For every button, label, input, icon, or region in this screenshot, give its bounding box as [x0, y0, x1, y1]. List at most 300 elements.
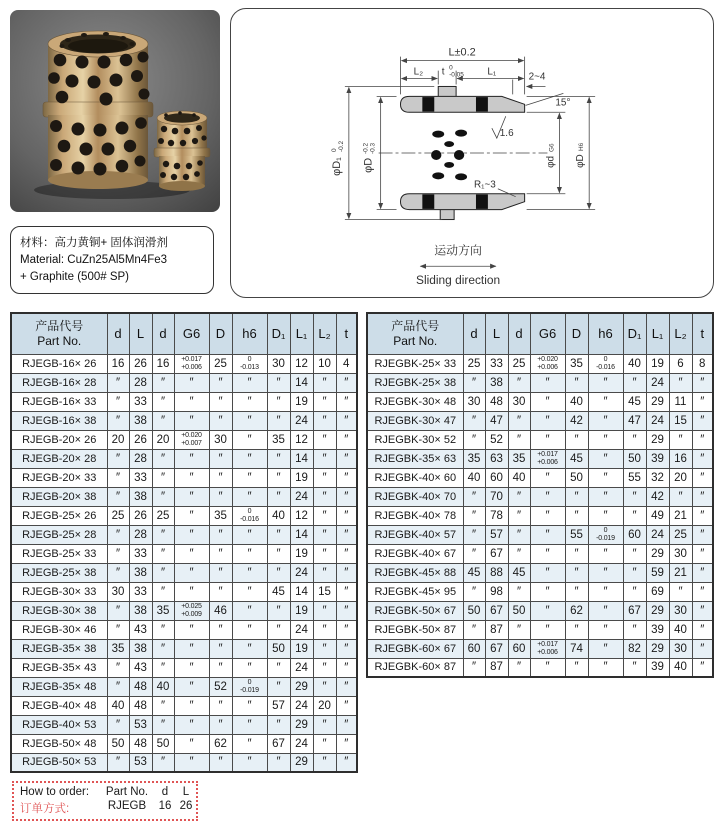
value-cell: ″ — [565, 544, 588, 563]
value-cell: 28 — [129, 373, 152, 392]
value-cell: ″ — [174, 582, 209, 601]
value-cell: ″ — [313, 677, 336, 696]
value-cell: ″ — [152, 620, 174, 639]
motion-label-zh: 运动方向 — [434, 243, 482, 258]
value-cell: 45 — [565, 449, 588, 468]
col-header-L: L — [485, 313, 508, 354]
value-cell: ″ — [692, 658, 713, 677]
value-cell: 19 — [290, 639, 313, 658]
value-cell: 25 — [463, 354, 485, 373]
value-cell: ″ — [107, 601, 129, 620]
angle-label: 15° — [555, 97, 571, 109]
order-L-header: L — [182, 786, 190, 798]
value-cell: ″ — [565, 373, 588, 392]
value-cell: 24 — [290, 658, 313, 677]
value-cell: 16 — [152, 354, 174, 373]
value-cell: ″ — [209, 696, 232, 715]
value-cell: 29 — [290, 715, 313, 734]
dimension-diagram — [230, 8, 714, 298]
value-cell: ″ — [313, 525, 336, 544]
table-row — [367, 620, 713, 639]
value-cell: 4 — [336, 354, 357, 373]
part-no-cell: RJEGBK-40× 60 — [367, 468, 463, 487]
value-cell: ″ — [267, 620, 290, 639]
table-row — [11, 658, 357, 677]
part-no-header-en: Part No. — [37, 333, 82, 348]
value-cell: 45 — [267, 582, 290, 601]
value-cell: ″ — [530, 430, 565, 449]
value-cell: ″ — [232, 639, 267, 658]
value-cell: ″ — [692, 582, 713, 601]
value-cell: ″ — [107, 487, 129, 506]
part-no-cell: RJEGB-16× 28 — [11, 373, 107, 392]
table-row — [11, 449, 357, 468]
value-cell: ″ — [313, 753, 336, 772]
value-cell: 30 — [463, 392, 485, 411]
table-row — [11, 354, 357, 373]
col-header-t: t — [336, 313, 357, 354]
value-cell: ″ — [336, 563, 357, 582]
value-cell: ″ — [209, 525, 232, 544]
part-no-cell: RJEGB-20× 38 — [11, 487, 107, 506]
value-cell: ″ — [336, 601, 357, 620]
dim-label-d: φd — [545, 155, 557, 168]
value-cell: 25 — [209, 354, 232, 373]
value-cell: ″ — [209, 582, 232, 601]
table-row — [11, 563, 357, 582]
value-cell: ″ — [508, 544, 530, 563]
left-spec-table — [10, 312, 358, 773]
value-cell: +0.020 +0.007 — [174, 430, 209, 449]
value-cell: 33 — [129, 582, 152, 601]
value-cell: 45 — [623, 392, 646, 411]
value-cell: ″ — [232, 715, 267, 734]
value-cell: 12 — [290, 506, 313, 525]
value-cell: ″ — [588, 468, 623, 487]
value-cell: 60 — [485, 468, 508, 487]
value-cell: 48 — [129, 734, 152, 753]
value-cell: 52 — [209, 677, 232, 696]
value-cell: ″ — [669, 430, 692, 449]
value-cell: 67 — [623, 601, 646, 620]
value-cell: 39 — [646, 449, 669, 468]
value-cell: ″ — [232, 601, 267, 620]
value-cell: ″ — [267, 658, 290, 677]
value-cell: 49 — [646, 506, 669, 525]
value-cell: ″ — [313, 449, 336, 468]
value-cell: 57 — [267, 696, 290, 715]
value-cell: 29 — [646, 392, 669, 411]
value-cell: ″ — [565, 620, 588, 639]
value-cell: 39 — [646, 620, 669, 639]
value-cell: ″ — [336, 506, 357, 525]
value-cell: 98 — [485, 582, 508, 601]
part-no-cell: RJEGBK-60× 67 — [367, 639, 463, 658]
value-cell: 62 — [209, 734, 232, 753]
value-cell: 24 — [290, 696, 313, 715]
table-row — [367, 601, 713, 620]
value-cell: ″ — [174, 658, 209, 677]
value-cell: ″ — [588, 563, 623, 582]
value-cell: ″ — [565, 487, 588, 506]
value-cell: ″ — [152, 544, 174, 563]
part-no-cell: RJEGBK-40× 57 — [367, 525, 463, 544]
part-no-cell: RJEGB-40× 53 — [11, 715, 107, 734]
value-cell: ″ — [232, 582, 267, 601]
value-cell: ″ — [336, 449, 357, 468]
D1-tol-top: 0 — [330, 148, 338, 153]
value-cell: 11 — [669, 392, 692, 411]
value-cell: ″ — [313, 392, 336, 411]
value-cell: 38 — [129, 601, 152, 620]
t-tol-bottom: -0.05 — [449, 71, 464, 79]
value-cell: ″ — [530, 658, 565, 677]
value-cell: ″ — [623, 563, 646, 582]
value-cell: 24 — [290, 734, 313, 753]
value-cell: 19 — [290, 544, 313, 563]
D-tol-top: -0.2 — [362, 142, 370, 154]
col-header-D1: D₁ — [623, 313, 646, 354]
value-cell: ″ — [107, 373, 129, 392]
value-cell: 21 — [669, 506, 692, 525]
value-cell: ″ — [530, 392, 565, 411]
value-cell: ″ — [152, 753, 174, 772]
value-cell: 50 — [152, 734, 174, 753]
value-cell: 29 — [646, 639, 669, 658]
value-cell: ″ — [313, 639, 336, 658]
value-cell: 38 — [129, 563, 152, 582]
value-cell: ″ — [508, 525, 530, 544]
value-cell: ″ — [336, 487, 357, 506]
value-cell: ″ — [463, 411, 485, 430]
table-row — [11, 753, 357, 772]
part-no-cell: RJEGBK-40× 67 — [367, 544, 463, 563]
order-L-example: 26 — [179, 800, 193, 812]
value-cell: 35 — [107, 639, 129, 658]
value-cell: ″ — [267, 753, 290, 772]
value-cell: ″ — [588, 373, 623, 392]
value-cell: ″ — [692, 373, 713, 392]
value-cell: 33 — [129, 544, 152, 563]
value-cell: 24 — [646, 525, 669, 544]
order-part-header: Part No. — [105, 786, 149, 798]
col-header-t: t — [692, 313, 713, 354]
value-cell: 24 — [646, 411, 669, 430]
value-cell: 40 — [463, 468, 485, 487]
order-label-en: How to order: — [20, 786, 90, 798]
value-cell: ″ — [174, 392, 209, 411]
value-cell: ″ — [463, 487, 485, 506]
value-cell: 35 — [267, 430, 290, 449]
part-no-cell: RJEGB-16× 33 — [11, 392, 107, 411]
value-cell: 47 — [623, 411, 646, 430]
table-row — [367, 582, 713, 601]
value-cell: ″ — [152, 373, 174, 392]
value-cell: ″ — [152, 411, 174, 430]
value-cell: 24 — [290, 487, 313, 506]
D1-tol-bottom: -0.2 — [337, 140, 345, 153]
value-cell: 70 — [485, 487, 508, 506]
D-tol-bottom: -0.3 — [369, 142, 377, 154]
value-cell: ″ — [107, 753, 129, 772]
col-header-dG6-fit: G6 — [530, 313, 565, 354]
value-cell: ″ — [107, 715, 129, 734]
value-cell: ″ — [107, 449, 129, 468]
dim-label-L: L±0.2 — [448, 46, 476, 59]
value-cell: ″ — [692, 525, 713, 544]
value-cell: ″ — [152, 468, 174, 487]
value-cell: ″ — [107, 620, 129, 639]
value-cell: ″ — [692, 430, 713, 449]
value-cell: ″ — [588, 411, 623, 430]
value-cell: ″ — [267, 487, 290, 506]
value-cell: 29 — [646, 430, 669, 449]
value-cell: ″ — [508, 411, 530, 430]
value-cell: 30 — [267, 354, 290, 373]
value-cell: ″ — [565, 563, 588, 582]
value-cell: ″ — [623, 658, 646, 677]
value-cell: ″ — [336, 468, 357, 487]
bushing-photo-illustration — [10, 10, 220, 212]
value-cell: ″ — [174, 544, 209, 563]
part-no-cell: RJEGB-30× 38 — [11, 601, 107, 620]
value-cell: 29 — [646, 544, 669, 563]
value-cell: 0 -0.016 — [588, 354, 623, 373]
value-cell: ″ — [232, 468, 267, 487]
value-cell: ″ — [336, 658, 357, 677]
value-cell: 32 — [646, 468, 669, 487]
bushing-section-drawing — [231, 9, 713, 297]
value-cell: 43 — [129, 658, 152, 677]
motion-label-en: Sliding direction — [416, 273, 501, 288]
value-cell: 30 — [669, 601, 692, 620]
value-cell: 19 — [290, 392, 313, 411]
value-cell: ″ — [508, 430, 530, 449]
value-cell: 38 — [129, 639, 152, 658]
value-cell: ″ — [669, 582, 692, 601]
value-cell: ″ — [588, 582, 623, 601]
col-header-D1: D₁ — [267, 313, 290, 354]
value-cell: ″ — [336, 734, 357, 753]
value-cell: 59 — [646, 563, 669, 582]
value-cell: ″ — [232, 620, 267, 639]
table-row — [11, 430, 357, 449]
value-cell: ″ — [336, 696, 357, 715]
value-cell: ″ — [209, 544, 232, 563]
value-cell: 24 — [290, 620, 313, 639]
value-cell: 0 -0.016 — [232, 506, 267, 525]
value-cell: ″ — [669, 487, 692, 506]
roughness-label: 1.6 — [499, 128, 514, 140]
col-header-L: L — [129, 313, 152, 354]
value-cell: ″ — [209, 449, 232, 468]
value-cell: ″ — [530, 373, 565, 392]
order-d-example: 16 — [158, 800, 172, 812]
part-no-cell: RJEGB-50× 48 — [11, 734, 107, 753]
value-cell: ″ — [232, 563, 267, 582]
value-cell: ″ — [174, 715, 209, 734]
value-cell: ″ — [623, 582, 646, 601]
value-cell: ″ — [588, 639, 623, 658]
value-cell: 30 — [107, 582, 129, 601]
value-cell: ″ — [313, 373, 336, 392]
value-cell: 12 — [290, 430, 313, 449]
dim-label-L2: L₂ — [413, 66, 424, 78]
value-cell: 42 — [565, 411, 588, 430]
value-cell: ″ — [209, 468, 232, 487]
table-row — [367, 487, 713, 506]
value-cell: 30 — [669, 639, 692, 658]
value-cell: ″ — [530, 601, 565, 620]
value-cell: ″ — [530, 411, 565, 430]
value-cell: ″ — [623, 487, 646, 506]
value-cell: 40 — [267, 506, 290, 525]
value-cell: ″ — [313, 506, 336, 525]
table-row — [11, 506, 357, 525]
value-cell: ″ — [508, 487, 530, 506]
dim-label-D-group — [363, 142, 377, 172]
table-row — [11, 468, 357, 487]
col-header-D: D — [565, 313, 588, 354]
material-note — [10, 226, 214, 294]
table-row — [367, 639, 713, 658]
value-cell: ″ — [336, 392, 357, 411]
value-cell: ″ — [313, 715, 336, 734]
value-cell: 30 — [508, 392, 530, 411]
value-cell: 20 — [669, 468, 692, 487]
value-cell: 29 — [290, 753, 313, 772]
value-cell: ″ — [692, 411, 713, 430]
value-cell: ″ — [232, 544, 267, 563]
value-cell: ″ — [692, 487, 713, 506]
value-cell: ″ — [692, 506, 713, 525]
value-cell: ″ — [588, 506, 623, 525]
value-cell: ″ — [232, 487, 267, 506]
value-cell: ″ — [107, 563, 129, 582]
value-cell: ″ — [152, 563, 174, 582]
plug-face-dots — [431, 130, 467, 181]
value-cell: 50 — [508, 601, 530, 620]
value-cell: ″ — [313, 620, 336, 639]
value-cell: 20 — [313, 696, 336, 715]
part-no-cell: RJEGB-35× 43 — [11, 658, 107, 677]
value-cell: ″ — [209, 392, 232, 411]
table-row — [11, 544, 357, 563]
value-cell: 40 — [565, 392, 588, 411]
part-no-cell: RJEGB-20× 26 — [11, 430, 107, 449]
value-cell: 82 — [623, 639, 646, 658]
value-cell: ″ — [267, 677, 290, 696]
value-cell: ″ — [174, 506, 209, 525]
part-no-cell: RJEGBK-45× 88 — [367, 563, 463, 582]
chamfer-label: 2~4 — [528, 71, 546, 83]
value-cell: ″ — [174, 620, 209, 639]
value-cell: ″ — [508, 658, 530, 677]
value-cell: ″ — [232, 658, 267, 677]
value-cell: ″ — [623, 544, 646, 563]
material-line-en: Material: CuZn25Al5Mn4Fe3 — [20, 254, 168, 266]
value-cell: 39 — [646, 658, 669, 677]
table-row — [11, 639, 357, 658]
value-cell: ″ — [267, 563, 290, 582]
value-cell: 38 — [485, 373, 508, 392]
value-cell: 87 — [485, 658, 508, 677]
DH6-fit-label: H6 — [578, 142, 586, 152]
part-no-header-zh: 产品代号 — [35, 318, 84, 333]
material-line-graphite: + Graphite (500# SP) — [20, 271, 129, 283]
value-cell: ″ — [174, 525, 209, 544]
value-cell: ″ — [565, 430, 588, 449]
right-table-body — [367, 354, 713, 677]
value-cell: ″ — [232, 430, 267, 449]
value-cell: ″ — [623, 506, 646, 525]
part-no-header-en: Part No. — [393, 333, 438, 348]
value-cell: 29 — [646, 601, 669, 620]
value-cell: ″ — [565, 506, 588, 525]
value-cell: ″ — [209, 373, 232, 392]
value-cell: ″ — [669, 373, 692, 392]
value-cell: ″ — [508, 506, 530, 525]
value-cell: ″ — [107, 677, 129, 696]
left-table-body — [11, 354, 357, 772]
value-cell: ″ — [107, 544, 129, 563]
value-cell: ″ — [313, 734, 336, 753]
value-cell: ″ — [232, 696, 267, 715]
part-no-cell: RJEGB-30× 46 — [11, 620, 107, 639]
value-cell: ″ — [313, 563, 336, 582]
value-cell: ″ — [152, 525, 174, 544]
value-cell: 69 — [646, 582, 669, 601]
value-cell: 55 — [565, 525, 588, 544]
dim-label-D1: φD₁ — [330, 157, 343, 176]
table-row — [11, 392, 357, 411]
dim-label-t: t — [441, 66, 445, 78]
value-cell: 0 -0.013 — [232, 354, 267, 373]
value-cell: ″ — [623, 373, 646, 392]
part-no-cell: RJEGB-25× 38 — [11, 563, 107, 582]
value-cell: 48 — [129, 677, 152, 696]
value-cell: ″ — [174, 696, 209, 715]
value-cell: ″ — [530, 582, 565, 601]
value-cell: 19 — [290, 601, 313, 620]
order-part-example: RJEGB — [107, 800, 147, 812]
value-cell: ″ — [336, 411, 357, 430]
value-cell: ″ — [565, 658, 588, 677]
wall-bottom — [400, 194, 524, 210]
value-cell: 8 — [692, 354, 713, 373]
col-header-L2: L₂ — [669, 313, 692, 354]
small-bushing — [154, 111, 210, 191]
value-cell: ″ — [692, 601, 713, 620]
col-header-d: d — [107, 313, 129, 354]
part-no-cell: RJEGB-25× 33 — [11, 544, 107, 563]
value-cell: ″ — [463, 373, 485, 392]
value-cell: ″ — [588, 449, 623, 468]
wall-top — [400, 96, 524, 112]
value-cell: ″ — [336, 544, 357, 563]
value-cell: ″ — [336, 639, 357, 658]
value-cell: ″ — [174, 468, 209, 487]
part-no-cell: RJEGB-30× 33 — [11, 582, 107, 601]
value-cell: ″ — [152, 715, 174, 734]
value-cell: 35 — [209, 506, 232, 525]
large-bushing — [43, 31, 153, 189]
table-row — [11, 411, 357, 430]
value-cell: ″ — [313, 468, 336, 487]
value-cell: ″ — [267, 373, 290, 392]
value-cell: 30 — [669, 544, 692, 563]
value-cell: 10 — [313, 354, 336, 373]
